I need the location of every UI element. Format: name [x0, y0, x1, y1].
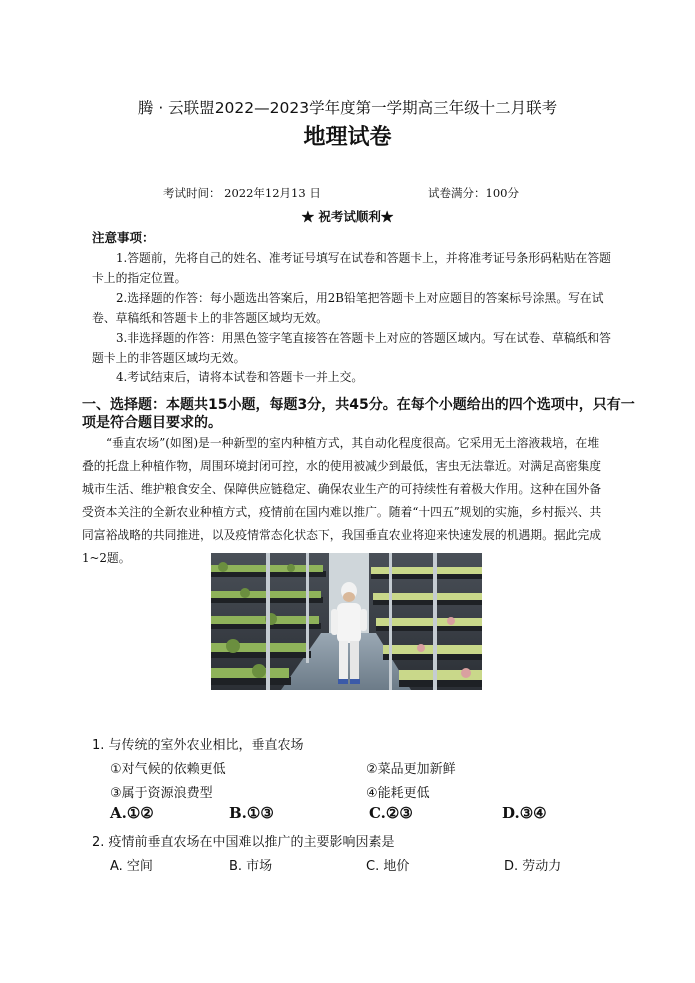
q1-statement: ④能耗更低 [366, 786, 430, 801]
question-1-stem: 1. 与传统的室外农业相比，垂直农场 [92, 738, 304, 753]
q1-option-a[interactable]: A.①② [110, 804, 154, 822]
vertical-farm-photo [211, 553, 482, 690]
section-title: 一、选择题：本题共15小题，每题3分，共45分。在每个小题给出的四个选项中，只有一项是符合题目要求的。 [82, 397, 635, 431]
subject-title: 地理试卷 [303, 125, 392, 150]
exam-time: 考试时间： 2022年12月13 日 [163, 186, 321, 200]
q1-statement: ③属于资源浪费型 [110, 786, 213, 801]
notes-title: 注意事项： [92, 230, 155, 245]
q2-option-d[interactable]: D. 劳动力 [504, 859, 562, 874]
note-item: 4.考试结束后，请将本试卷和答题卡一并上交。 [116, 370, 364, 384]
q1-statement: ①对气候的依赖更低 [110, 762, 226, 777]
note-item: 3.非选择题的作答：用黑色签字笔直接答在答题卡上对应的答题区域内。写在试卷、草稿纸和答题卡上的非答题区域均无效。 [92, 331, 611, 365]
q1-statement: ②菜品更加新鲜 [366, 762, 456, 777]
q2-option-c[interactable]: C. 地价 [366, 859, 410, 874]
q2-option-a[interactable]: A. 空间 [110, 859, 153, 874]
q1-option-b[interactable]: B.①③ [229, 804, 274, 822]
q1-option-d[interactable]: D.③④ [502, 804, 547, 822]
exam-header: 腾 · 云联盟2022—2023学年度第一学期高三年级十二月联考 [137, 99, 558, 117]
blessing: ★ 祝考试顺利★ [301, 209, 394, 224]
full-score: 试卷满分：100分 [428, 186, 519, 200]
q1-option-c[interactable]: C.②③ [369, 804, 413, 822]
question-2-stem: 2. 疫情前垂直农场在中国难以推广的主要影响因素是 [92, 835, 395, 850]
q2-option-b[interactable]: B. 市场 [229, 859, 273, 874]
note-item: 1.答题前，先将自己的姓名、准考证号填写在试卷和答题卡上，并将准考证号条形码粘贴在答题卡上的指定位置。 [92, 251, 611, 285]
note-item: 2.选择题的作答：每小题选出答案后，用2B铅笔把答题卡上对应题目的答案标号涂黑。写在试卷、草稿纸和答题卡上的非答题区域均无效。 [92, 291, 604, 325]
passage-text: “垂直农场”(如图)是一种新型的室内种植方式，其自动化程度很高。它采用无土溶液栽培，在堆叠的托盘上种植作物，周围环境封闭可控，水的使用被减少到最低，害虫无法靠近。对满足高密集度城市生活、维护粮食安全、保障供应链稳定、确保农业生产的可持续性有着极大作用。这种在国外备受资本关注的全新农业种植方式，疫情前在国内难以推广。随着“十四五”规划的实施，乡村振兴、共同富裕战略的共同推进，以及疫情常态化状态下，我国垂直农业将迎来快速发展的机遇期。据此完成1~2题。 [82, 436, 602, 565]
